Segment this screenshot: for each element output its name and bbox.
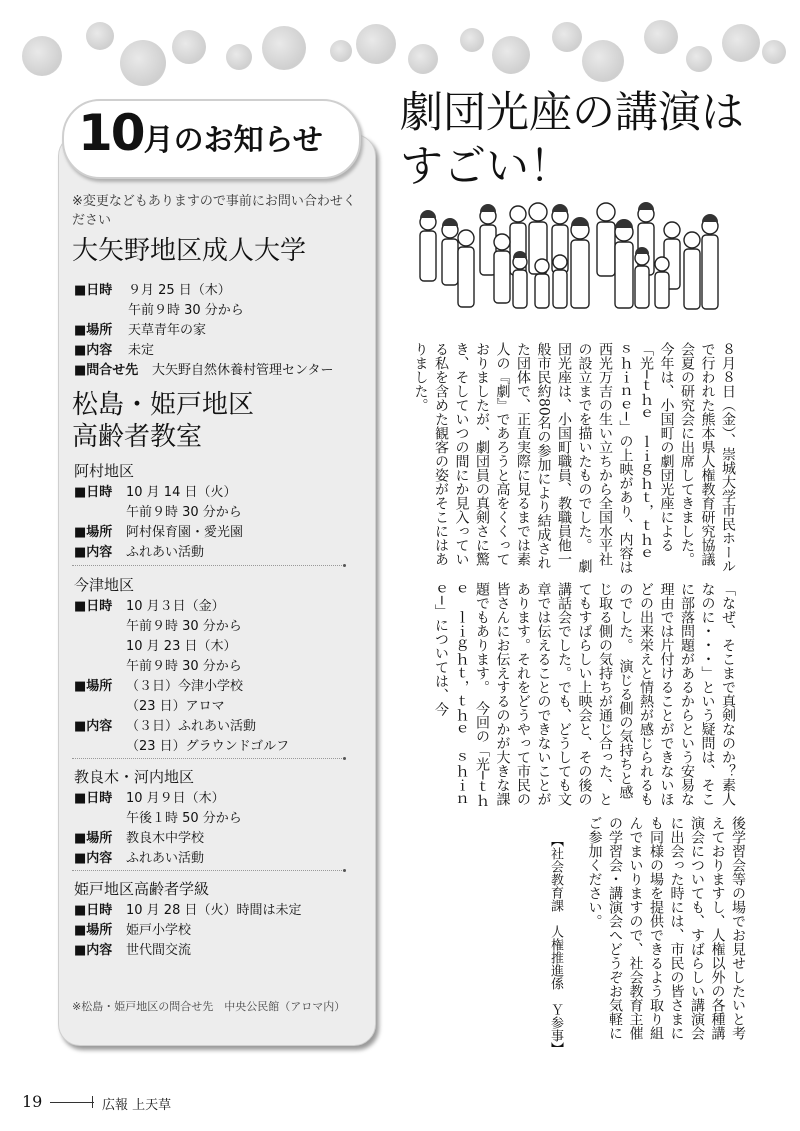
section1-heading: 大矢野地区成人大学 bbox=[72, 236, 307, 266]
section1-row: 午前９時 30 分から bbox=[128, 303, 244, 318]
area-row: ■内容 （３日）ふれあい活動 bbox=[74, 719, 257, 734]
publication-name: 広報 上天草 bbox=[102, 1098, 172, 1113]
area-row: 10 月 23 日（木） bbox=[126, 639, 237, 654]
area-heading: 今津地区 bbox=[74, 576, 135, 594]
section1-row: ■日時 ９月 25 日（木） bbox=[74, 283, 231, 298]
area-row: ■日時 10 月 28 日（火）時間は未定 bbox=[74, 903, 302, 918]
area-row: （23 日）グラウンドゴルフ bbox=[126, 739, 290, 754]
area-row: ■日時 10 月 14 日（火） bbox=[74, 485, 237, 500]
area-heading: 教良木・河内地区 bbox=[74, 768, 195, 786]
area-row: （23 日）アロマ bbox=[126, 699, 225, 714]
notice-footnote: ※松島・姫戸地区の問合せ先 中央公民館（アロマ内） bbox=[72, 1000, 346, 1013]
area-row: ■日時 10 月３日（金） bbox=[74, 599, 225, 614]
divider bbox=[72, 870, 344, 871]
section1-row: ■内容 未定 bbox=[74, 343, 155, 358]
page-number: 19 bbox=[22, 1092, 43, 1111]
area-heading: 姫戸地区高齢者学級 bbox=[74, 880, 210, 898]
article-column-3: 後学習会等の場でお見せしたいと考えておりますし、人権以外の各種講演会についても、すばらしい講演会に出会った時には、市民の皆さまにも同様の場を提供できるよう取り組んでまいりますので、社会教育主催の学習会・講演会へどうぞお気軽にご参加ください。 bbox=[586, 816, 746, 1040]
section2-heading: 松島・姫戸地区 bbox=[72, 390, 255, 420]
divider bbox=[72, 565, 344, 566]
article-headline-line1: 劇団光座の講演は bbox=[400, 88, 744, 138]
area-row: ■場所 阿村保育園・愛光園 bbox=[74, 525, 244, 540]
article-credit: 【社会教育課 人権推進係 Ｙ参事】 bbox=[548, 834, 563, 1055]
article-column-1: ８月８日（金）、崇城大学市民ホールで行われた熊本県人権教育研究協議会夏の研究会に出席してきました。 今年は、小国町の劇団光座による「光─ｔｈｅ ｌｉｇｈｔ，ｔｈｅ ｓｈｉｎｅ─」の上映があり、内容は西光万吉の生い立ちから全国水平社の設立までを描いたものでした。 劇団光座は、小国町職員、教職員他一般市民約80名の参加により結成された団体で、正直実際に見るまでは素人の『劇』であろうと高をくくっておりましたが、劇団員の真剣さに驚き、そしていつの間にか見入っている私を含めた観客の姿がそこにはありました。 bbox=[412, 342, 736, 575]
area-row: 午後１時 50 分から bbox=[126, 811, 242, 826]
article-headline bbox=[400, 86, 744, 194]
area-row: 午前９時 30 分から bbox=[126, 619, 242, 634]
footer-rule-end bbox=[92, 1096, 93, 1108]
notice-title bbox=[78, 104, 323, 162]
area-row: ■場所 姫戸小学校 bbox=[74, 923, 192, 938]
area-row: 午前９時 30 分から bbox=[126, 505, 242, 520]
area-row: ■場所 （３日）今津小学校 bbox=[74, 679, 244, 694]
section1-row: ■場所 天草青年の家 bbox=[74, 323, 207, 338]
theater-group-illustration bbox=[410, 200, 730, 320]
area-row: ■内容 ふれあい活動 bbox=[74, 851, 205, 866]
article-headline-line2: すごい！ bbox=[400, 142, 572, 192]
divider bbox=[72, 758, 344, 759]
area-row: ■場所 教良木中学校 bbox=[74, 831, 205, 846]
area-row: 午前９時 30 分から bbox=[126, 659, 242, 674]
section1-row: ■問合せ先 大矢野自然休養村管理センター bbox=[74, 363, 334, 378]
area-row: ■内容 世代間交流 bbox=[74, 943, 192, 958]
area-row: ■日時 10 月９日（木） bbox=[74, 791, 225, 806]
notice-title-number: 10 bbox=[78, 104, 144, 162]
article-column-2: 「なぜ、そこまで真剣なのか？素人なのに・・・」という疑問は、そこに部落問題があるからという安易な理由では片付けることができないほどの出来栄えと情熱が感じられるものでした。 演じる側の気持ちと感じ取る側の気持ちが通じ合った、とてもすばらしい上映会と、その後の講話会でした。でも、どうしても文章では伝えることのできないことがあります。それをどうやって市民の皆さんにお伝えするのかが大きな課題でもあります。 今回の「光─ｔｈｅ ｌｉｇｈｔ，ｔｈｅ ｓｈｉｎｅ─」については、今 bbox=[433, 582, 736, 808]
section2-heading: 高齢者教室 bbox=[72, 422, 203, 452]
area-heading: 阿村地区 bbox=[74, 462, 135, 480]
footer-rule bbox=[50, 1102, 94, 1103]
notice-note: ※変更などもありますので事前にお問い合わせください bbox=[72, 194, 356, 228]
notice-title-text: 月のお知らせ bbox=[143, 123, 323, 158]
area-row: ■内容 ふれあい活動 bbox=[74, 545, 205, 560]
